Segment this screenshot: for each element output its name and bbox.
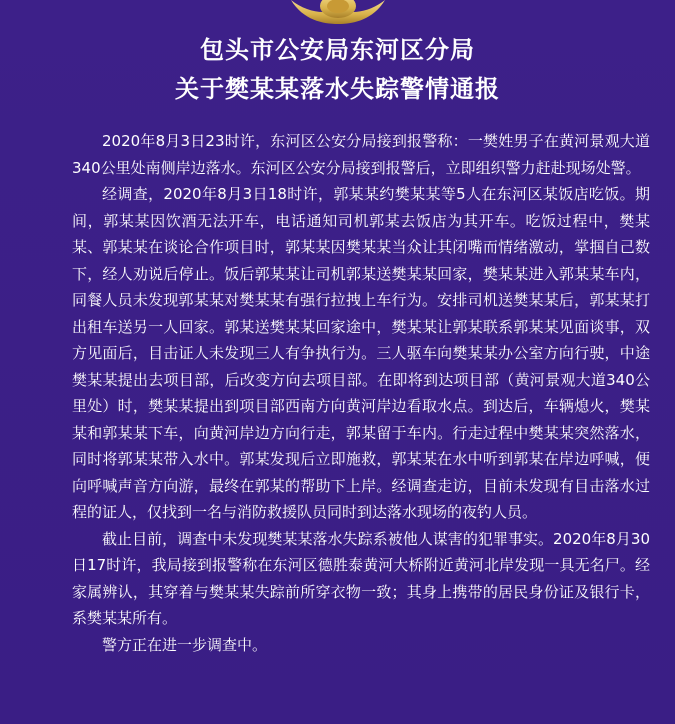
paragraph-investigation: 经调查，2020年8月3日18时许，郭某某约樊某某等5人在东河区某饭店吃饭。期间，郭某某因饮酒无法开车，电话通知司机郭某去饭店为其开车。吃饭过程中，樊某某、郭某某在谈论合作项目时，郭某某因樊某某当众让其闭嘴而情绪激动，掌掴自己数下，经人劝说后停止。饭后郭某某让司机郭某送樊某某回家，樊某某进入郭某某车内，同餐人员未发现郭某某对樊某某有强行拉拽上车行为。安排司机送樊某某后，郭某某打出租车送另一人回家。郭某送樊某某回家途中，樊某某让郭某联系郭某某见面谈事，双方见面后，目击证人未发现三人有争执行为。三人驱车向樊某某办公室方向行驶，中途樊某某提出去项目部，后改变方向去项目部。在即将到达项目部（黄河景观大道340公里处）时，樊某某提出到项目部西南方向黄河岸边看取水点。到达后，车辆熄火，樊某某和郭某某下车，向黄河岸边方向行走，郭某留于车内。行走过程中樊某某突然落水，同时将郭某某带入水中。郭某发现后立即施救，郭某某在水中听到郭某在岸边呼喊，便向呼喊声音方向游，最终在郭某的帮助下上岸。经调查走访，目前未发现有目击落水过程的证人，仅找到一名与消防救援队员同时到达落水现场的夜钓人员。 [72, 185, 650, 521]
police-emblem-icon [283, 0, 393, 26]
page-subtitle: 关于樊某某落水失踪警情通报 [175, 75, 500, 103]
paragraph-status: 警方正在进一步调查中。 [102, 635, 268, 654]
page-title: 包头市公安局东河区分局 [200, 36, 475, 64]
bulletin-body [72, 128, 650, 658]
paragraph-report: 2020年8月3日23时许，东河区公安分局接到报警称：一樊姓男子在黄河景观大道340公里处南侧岸边落水。东河区公安分局接到报警后，立即组织警力赶赴现场处警。 [72, 132, 650, 177]
paragraph-findings: 截止目前，调查中未发现樊某某落水失踪系被他人谋害的犯罪事实。2020年8月30日17时许，我局接到报警称在东河区德胜泰黄河大桥附近黄河北岸发现一具无名尸。经家属辨认，其穿着与樊某某失踪前所穿衣物一致；其身上携带的居民身份证及银行卡，系樊某某所有。 [72, 529, 650, 627]
